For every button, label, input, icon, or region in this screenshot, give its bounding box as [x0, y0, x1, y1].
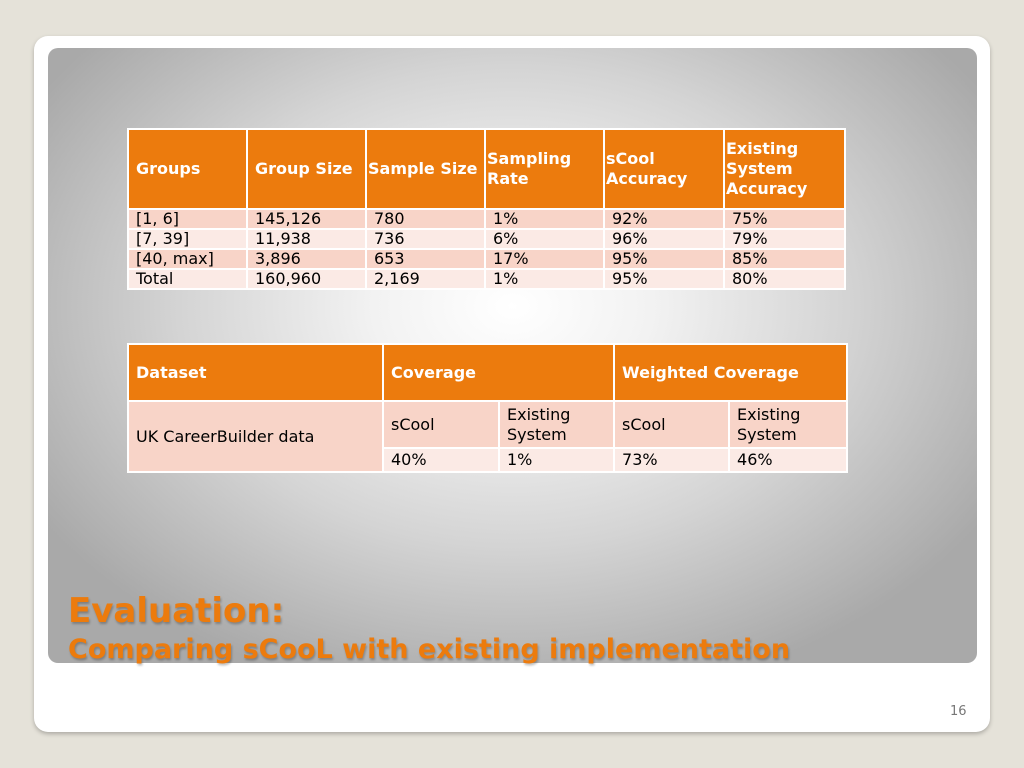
dataset-cell: UK CareerBuilder data [128, 401, 383, 472]
slide-title [68, 590, 790, 668]
table-cell: 95% [604, 269, 724, 289]
table-cell: [1, 6] [128, 209, 247, 229]
header-scool-accuracy: sCool Accuracy [604, 129, 724, 209]
header-group-size: Group Size [247, 129, 366, 209]
table-cell: 79% [724, 229, 845, 249]
table-cell: 75% [724, 209, 845, 229]
header-dataset: Dataset [128, 344, 383, 401]
table-cell: 1% [499, 448, 614, 472]
table-cell: 92% [604, 209, 724, 229]
table-cell: 17% [485, 249, 604, 269]
subheader-cell: sCool [614, 401, 729, 448]
table-cell: 46% [729, 448, 847, 472]
table-cell: 73% [614, 448, 729, 472]
table-cell: 736 [366, 229, 485, 249]
table-row [128, 229, 845, 249]
header-sample-size: Sample Size [366, 129, 485, 209]
table-subheader-row [128, 401, 847, 448]
table-cell: 1% [485, 209, 604, 229]
table-cell: 11,938 [247, 229, 366, 249]
table-header-row [128, 344, 847, 401]
header-weighted-coverage: Weighted Coverage [614, 344, 847, 401]
table-cell: 40% [383, 448, 499, 472]
table-cell: [7, 39] [128, 229, 247, 249]
table-cell: 160,960 [247, 269, 366, 289]
page-number: 16 [950, 704, 967, 719]
subheader-cell: Existing System [499, 401, 614, 448]
table-row [128, 249, 845, 269]
table-cell: 80% [724, 269, 845, 289]
table-cell: [40, max] [128, 249, 247, 269]
table-cell: 3,896 [247, 249, 366, 269]
table-cell: 6% [485, 229, 604, 249]
table-cell: 85% [724, 249, 845, 269]
subheader-cell: Existing System [729, 401, 847, 448]
table-cell: 653 [366, 249, 485, 269]
subheader-cell: sCool [383, 401, 499, 448]
table-cell: 145,126 [247, 209, 366, 229]
table-header-row [128, 129, 845, 209]
table-cell: 780 [366, 209, 485, 229]
table-cell: 2,169 [366, 269, 485, 289]
title-line-2: Comparing sCooL with existing implementation [68, 634, 791, 665]
table-cell: 95% [604, 249, 724, 269]
header-groups: Groups [128, 129, 247, 209]
header-existing-accuracy: Existing System Accuracy [724, 129, 845, 209]
header-sampling-rate: Sampling Rate [485, 129, 604, 209]
title-line-1: Evaluation: [68, 591, 285, 631]
table-cell: 1% [485, 269, 604, 289]
table-cell: Total [128, 269, 247, 289]
table-row [128, 269, 845, 289]
coverage-table [127, 343, 848, 473]
header-coverage: Coverage [383, 344, 614, 401]
accuracy-table [127, 128, 846, 290]
table-cell: 96% [604, 229, 724, 249]
table-row [128, 209, 845, 229]
